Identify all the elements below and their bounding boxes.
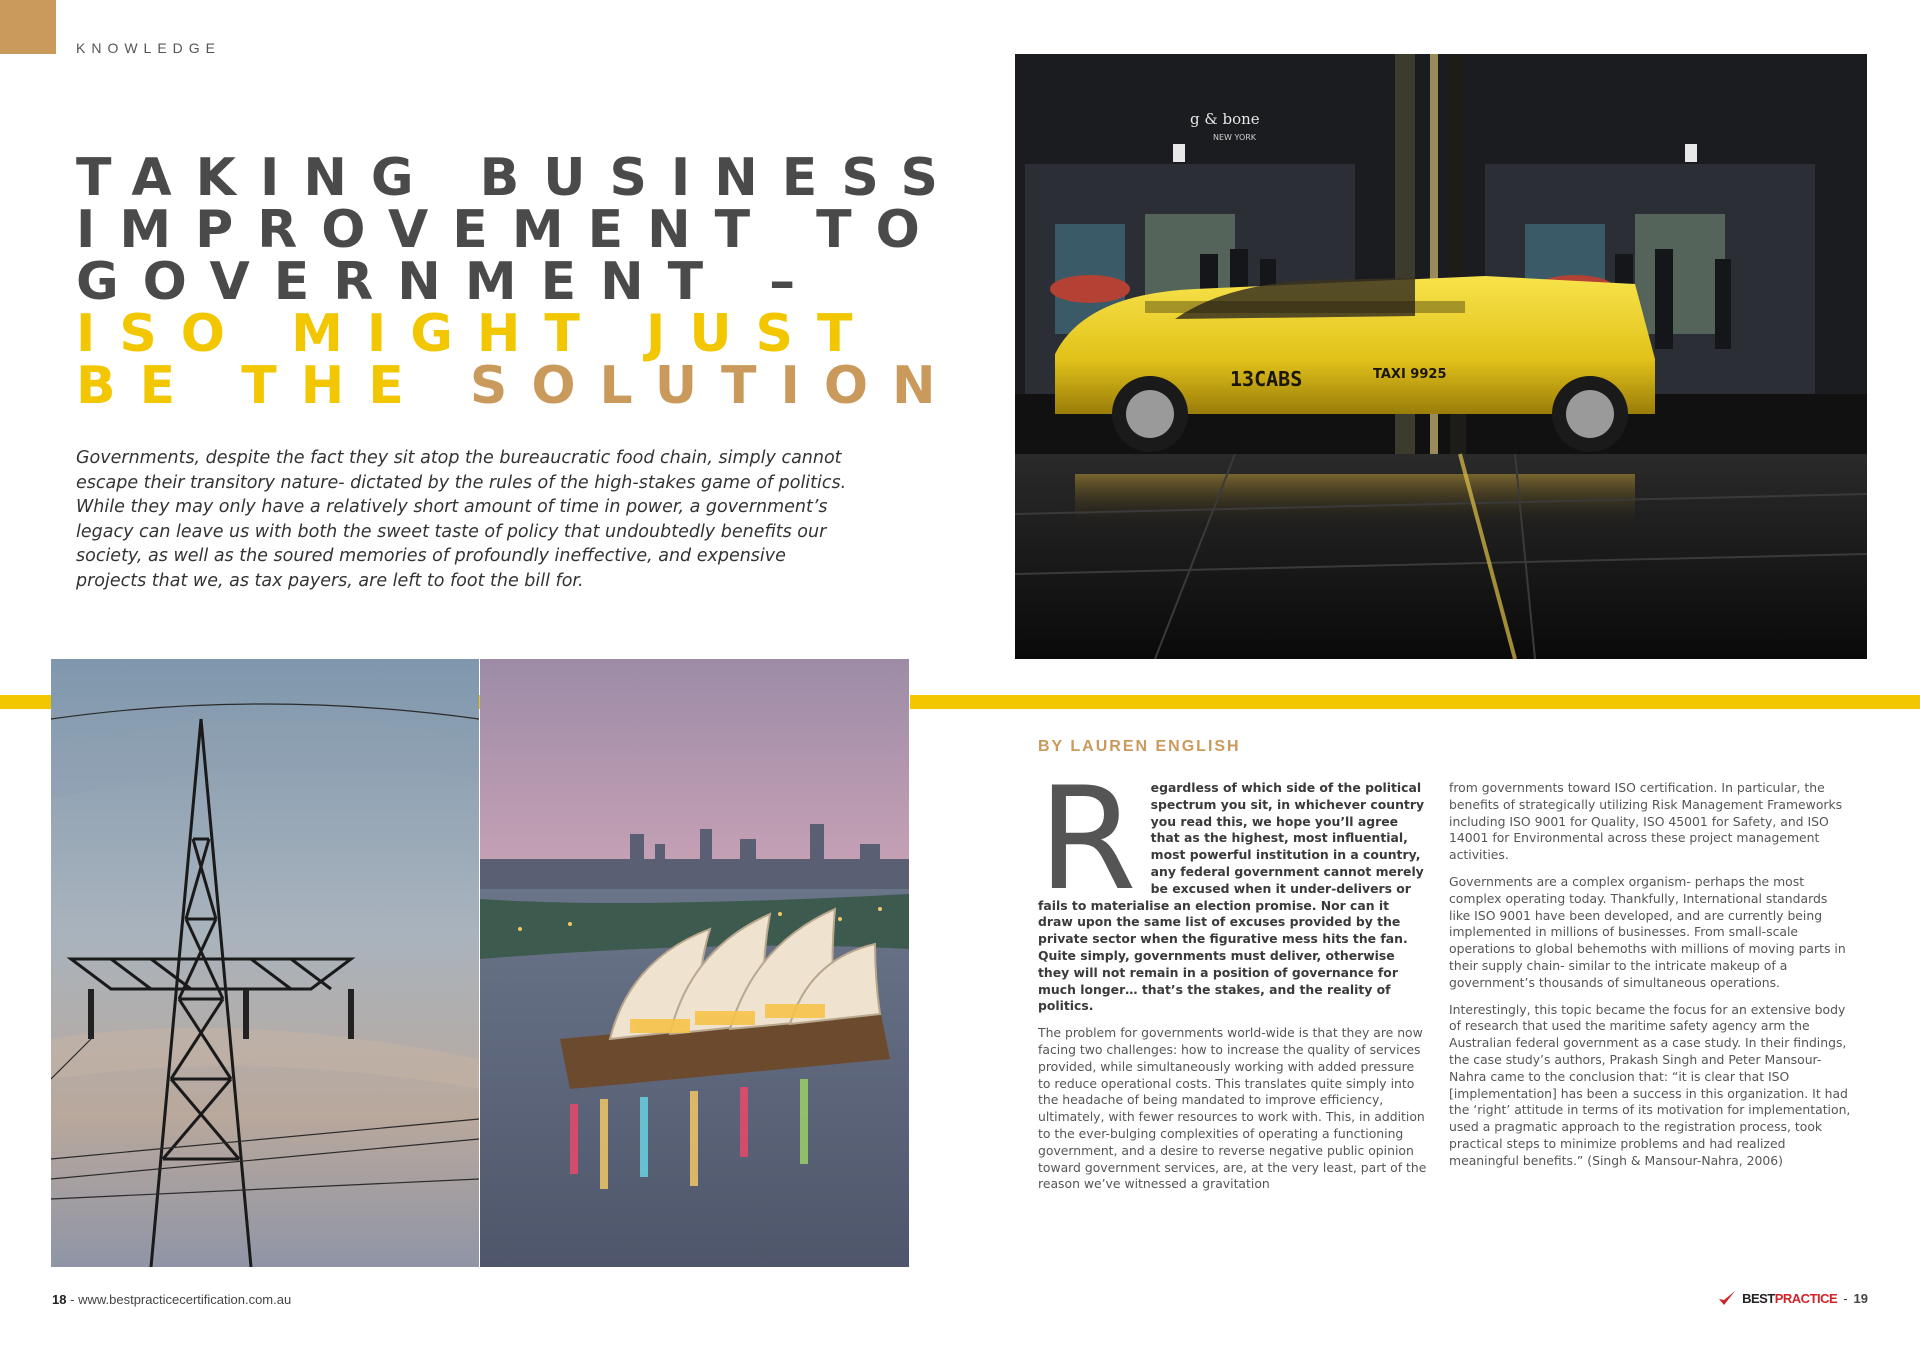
section-tab-block <box>0 0 56 54</box>
footer-url[interactable]: www.bestpracticecertification.com.au <box>78 1292 292 1307</box>
headline-line-1: TAKING BUSINESS <box>76 148 962 208</box>
headline-line-5-gold: SOLUTION <box>469 356 960 416</box>
store-sign-text: g & bone <box>1190 110 1260 128</box>
headline-line-4: ISO MIGHT JUST <box>76 304 877 364</box>
body-paragraph-4: Interestingly, this topic became the focus for an extensive body of research that used the maritime safety agency arm the Australian federal government as a case study. In their findings, the case study’s authors, Prakash Singh and Peter Mansour-Nahra came to the conclusion that: “it is clear that ISO [implementation] has been a success in this organization. It had the ‘right’ attitude in terms of its motivation for implementation, used a pragmatic approach to the registration process, took practical steps to minimize problems and had realized meaningful benefits.” (Singh & Mansour-Nahra, 2006) <box>1449 1001 1851 1168</box>
body-paragraph-2: from governments toward ISO certification. In particular, the benefits of strategically utilizing Risk Management Frameworks including ISO 9001 for Quality, ISO 45001 for Safety, and ISO 14001 for Environmental across these project management activities. <box>1449 780 1843 863</box>
brand-logo-part-2: PRACTICE <box>1774 1290 1838 1306</box>
headline-line-2: IMPROVEMENT TO <box>76 200 944 260</box>
footer-separator-left: - <box>70 1292 75 1307</box>
byline: BY LAUREN ENGLISH <box>1038 738 1241 755</box>
footer-right <box>1718 1290 1868 1306</box>
article-column-1 <box>1038 757 1428 1203</box>
footer-separator-right: - <box>1843 1290 1848 1306</box>
brand-logo-part-1: BEST <box>1742 1290 1775 1306</box>
opera-house-photo <box>480 659 909 1267</box>
cab-door-text: 13CABS <box>1230 367 1303 391</box>
brand-logo-icon <box>1718 1290 1736 1306</box>
body-paragraph-3: Governments are a complex organism- perhaps the most complex operating today. Thankfully, International standards like ISO 9001 have been developed, and are currently being implemented in millions of businesses. From small-scale operations to global behemoths with millions of moving parts in their supply chain- similar to the intricate makeup of a government’s thousands of simultaneous operations. <box>1449 873 1846 990</box>
taxi-illustration <box>1015 54 1867 659</box>
section-label: KNOWLEDGE <box>76 40 222 56</box>
lead-text: egardless of which side of the political spectrum you sit, in whichever country you read this, we hope you’ll agree that as the highest, most influential, most powerful institution in a country, any federal government cannot merely be excused when it under-delivers or fails to materialise an election promise. Nor can it draw upon the same list of excuses provided by the private sector when the figurative mess hits the fan. Quite simply, governments must deliver, otherwise they will not remain in a position of governance for much longer… that’s the stakes, and the reality of politics. <box>1038 780 1425 1014</box>
page-number-right: 19 <box>1853 1290 1868 1306</box>
headline-line-5 <box>76 356 960 416</box>
drop-cap: R <box>1038 757 1137 922</box>
article-column-2 <box>1449 780 1851 1180</box>
brand-logo <box>1742 1291 1837 1306</box>
store-sign-subtext: NEW YORK <box>1213 133 1257 142</box>
footer-left <box>52 1292 291 1307</box>
accent-bar-right <box>910 695 1920 709</box>
page-number-left: 18 <box>52 1292 67 1307</box>
headline-line-3: GOVERNMENT – <box>76 252 820 312</box>
lead-paragraph <box>1038 757 1428 1015</box>
taxi-photo <box>1015 54 1867 659</box>
article-headline <box>76 148 962 416</box>
cab-plate-text: TAXI 9925 <box>1373 367 1447 382</box>
power-pylon-photo <box>51 659 479 1267</box>
opera-house-illustration <box>480 659 909 1267</box>
intro-paragraph: Governments, despite the fact they sit atop the bureaucratic food chain, simply cannot escape their transitory nature- dictated by the rules of the high-stakes game of politics. While they may only have a relatively short amount of time in power, a government’s legacy can leave us with both the sweet taste of policy that undoubtedly benefits our society, as well as the soured memories of profoundly ineffective, and expensive projects that we, as tax payers, are left to foot the bill for. <box>76 448 847 591</box>
body-paragraph-1: The problem for governments world-wide is that they are now facing two challenges: how to increase the quality of services provided, while simultaneously working with added pressure to reduce operational costs. This translates quite simply into the headache of being mandated to improve efficiency, ultimately, with fewer resources to work with. This, in addition to the ever-bulging complexities of operating a functioning government, and a desire to reverse negative public opinion toward government services, are, at the very least, part of the reason we’ve witnessed a gravitation <box>1038 1025 1427 1192</box>
pylon-illustration <box>51 659 479 1267</box>
headline-line-5-yellow: BE THE <box>76 356 470 416</box>
